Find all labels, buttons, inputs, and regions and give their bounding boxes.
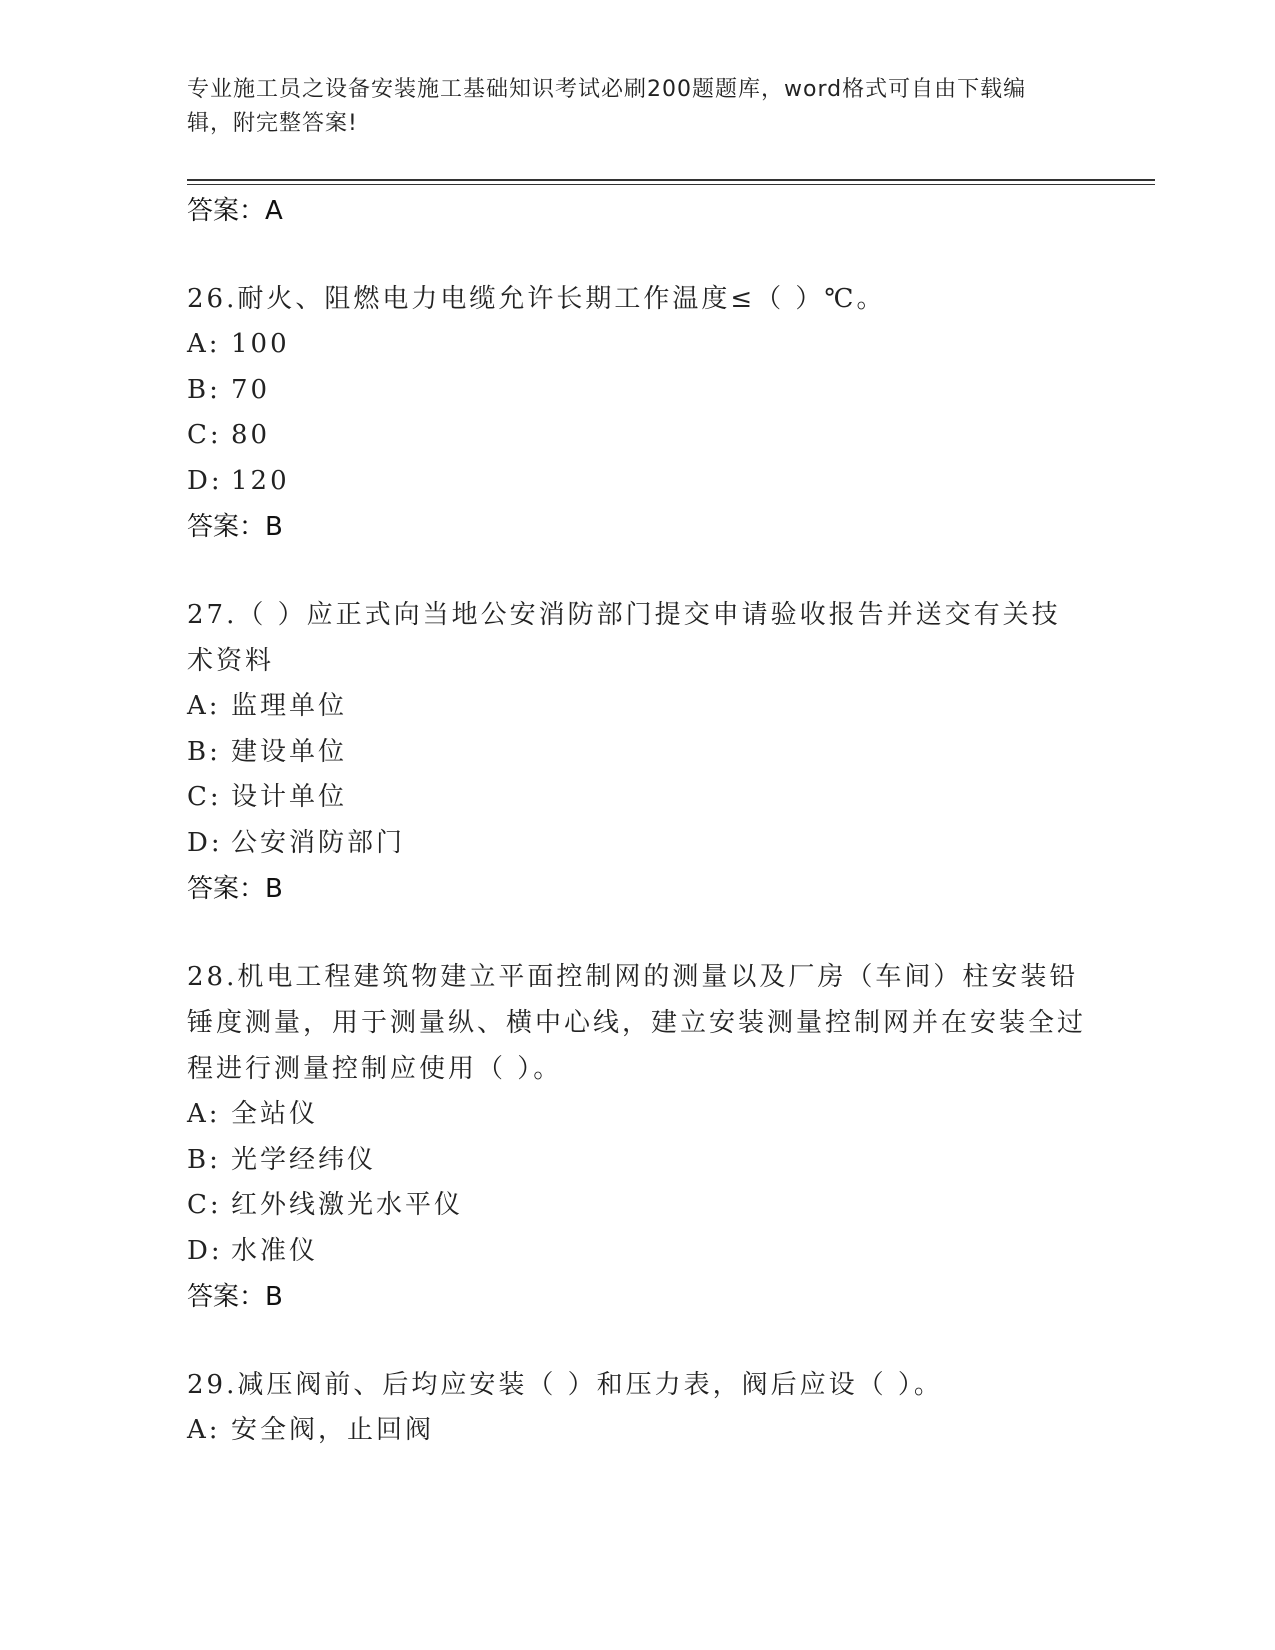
option-b	[187, 1138, 1087, 1184]
option-text: 全站仪	[231, 1099, 319, 1129]
header-divider-thin	[187, 184, 1155, 185]
option-letter: C:	[187, 1190, 222, 1220]
option-text: 水准仪	[231, 1235, 319, 1266]
question-block	[187, 954, 1087, 1320]
answer-line: 答案：B	[187, 1282, 283, 1312]
option-text: 设计单位	[231, 782, 348, 812]
option-a	[187, 322, 1087, 368]
answer-line: 答案：B	[187, 874, 283, 904]
option-text: 光学经纬仪	[231, 1144, 377, 1175]
question-block	[187, 592, 1087, 912]
question-block	[187, 1362, 1087, 1454]
option-letter: B:	[187, 1144, 221, 1175]
answer-line: 答案：B	[187, 512, 283, 542]
option-d	[187, 821, 1087, 867]
header-divider-thick	[187, 179, 1155, 181]
option-text: 100	[231, 329, 290, 359]
option-letter: A:	[187, 329, 221, 359]
option-a	[187, 1408, 1087, 1454]
option-letter: D:	[187, 465, 223, 496]
option-text: 公安消防部门	[231, 827, 406, 858]
option-text: 建设单位	[231, 736, 348, 767]
option-letter: A:	[187, 1099, 221, 1129]
option-c	[187, 1183, 1087, 1229]
option-b	[187, 368, 1087, 414]
question-stem: 26.耐火、阻燃电力电缆允许长期工作温度≤（ ）℃。	[187, 284, 886, 314]
option-letter: C:	[187, 782, 222, 812]
question-list	[187, 188, 1087, 1454]
option-text: 红外线激光水平仪	[231, 1190, 464, 1220]
question-stem: 29.减压阀前、后均应安装（ ）和压力表，阀后应设（ ）。	[187, 1370, 943, 1400]
option-d	[187, 1229, 1087, 1275]
option-text: 监理单位	[231, 691, 348, 721]
option-letter: B:	[187, 736, 221, 767]
option-c	[187, 413, 1087, 459]
option-letter: A:	[187, 1415, 221, 1445]
question-block	[187, 276, 1087, 550]
option-letter: B:	[187, 374, 221, 405]
option-text: 安全阀，止回阀	[231, 1415, 435, 1445]
option-c	[187, 775, 1087, 821]
option-text: 80	[231, 420, 271, 450]
answer-line: 答案：A	[187, 196, 283, 226]
option-text: 120	[231, 465, 290, 496]
question-stem: 27.（ ）应正式向当地公安消防部门提交申请验收报告并送交有关技术资料	[187, 600, 1061, 676]
option-a	[187, 684, 1087, 730]
option-letter: D:	[187, 1235, 223, 1266]
option-b	[187, 730, 1087, 776]
option-letter: D:	[187, 827, 223, 858]
option-d	[187, 459, 1087, 505]
option-text: 70	[231, 374, 271, 405]
question-stem: 28.机电工程建筑物建立平面控制网的测量以及厂房（车间）柱安装铅锤度测量，用于测量纵、横中心线，建立安装测量控制网并在安装全过程进行测量控制应使用（ ）。	[187, 962, 1087, 1084]
option-letter: A:	[187, 691, 221, 721]
option-a	[187, 1092, 1087, 1138]
option-letter: C:	[187, 420, 222, 450]
document-header: 专业施工员之设备安装施工基础知识考试必刷200题题库，word格式可自由下载编辑，附完整答案!	[187, 77, 1027, 136]
